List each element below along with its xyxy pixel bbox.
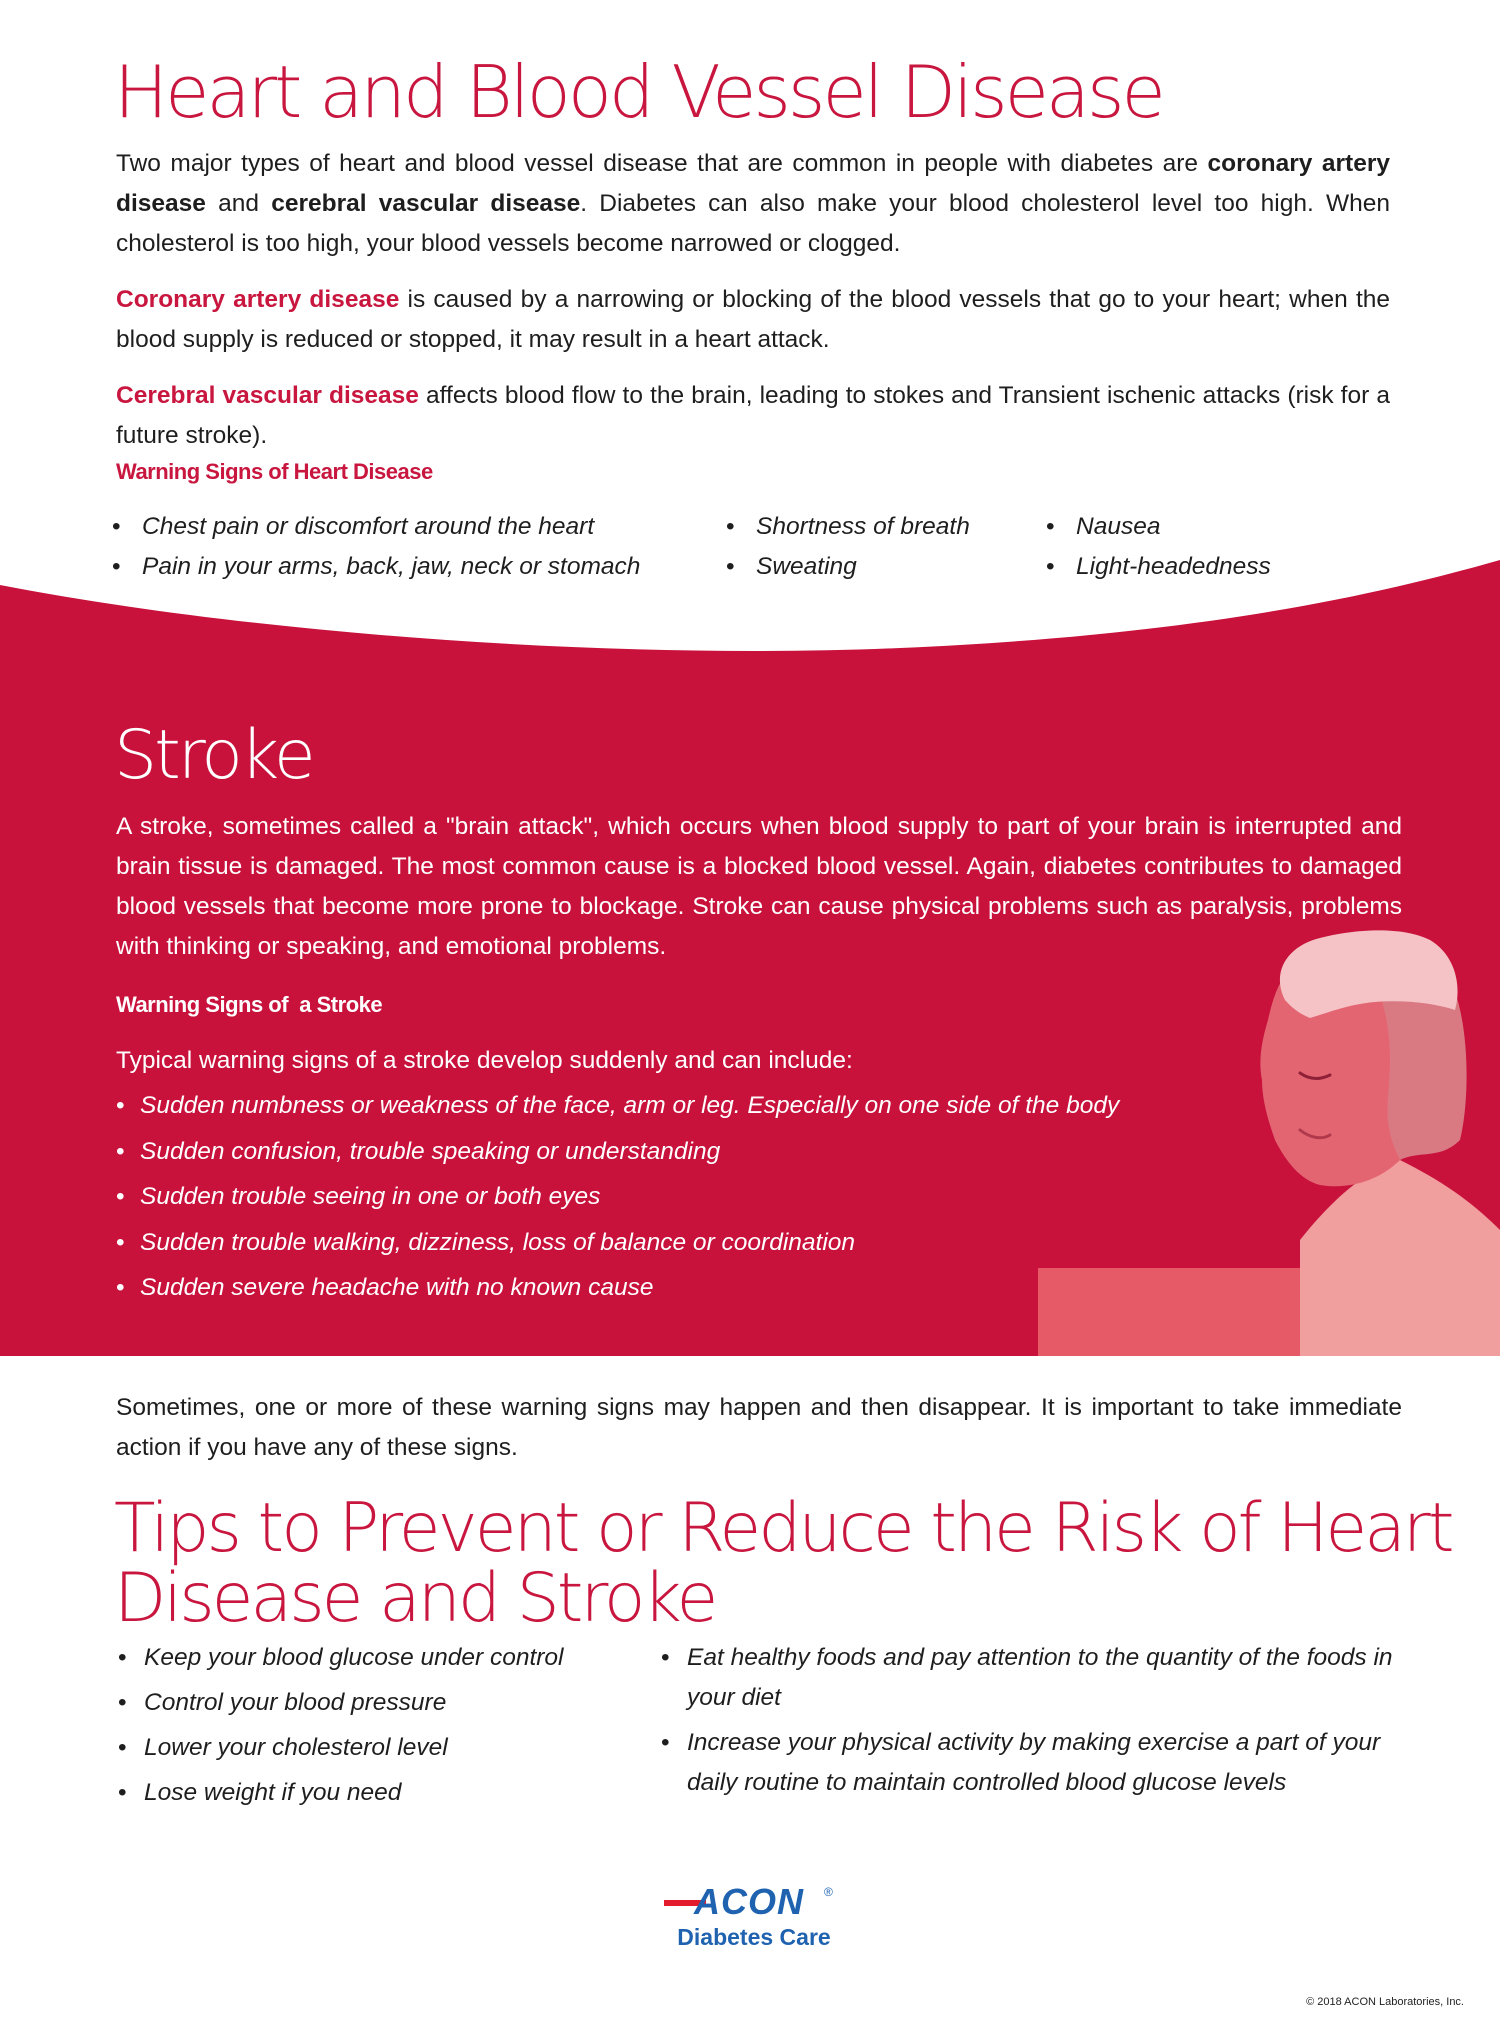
stroke-warning-title: Warning Signs of a Stroke bbox=[116, 992, 383, 1017]
list-item: • Light-headedness bbox=[1046, 547, 1271, 587]
tips-col1 bbox=[118, 1638, 638, 1818]
coronary-text: is caused by a narrowing or blocking of the blood vessels that go to your heart; when the blood supply is reduced or stopped, it may result in a heart attack. bbox=[116, 286, 1390, 353]
intro-bold-coronary: coronary artery disease bbox=[116, 150, 1390, 217]
intro-text-3: . Diabetes can also make your blood cholesterol level too high. When cholesterol is too high, your blood vessels become narrowed or clogged. bbox=[116, 190, 1390, 257]
list-item: • Chest pain or discomfort around the heart bbox=[112, 507, 640, 547]
intro-text-2: and bbox=[205, 190, 272, 217]
tips-title-line2: Disease and Stroke bbox=[114, 1559, 716, 1638]
registered-mark: ® bbox=[824, 1885, 833, 1899]
stroke-body-paragraph: A stroke, sometimes called a "brain attack", which occurs when blood supply to part of your brain is interrupted and brain tissue is damaged. The most common cause is a blocked blood vessel. Again, diabetes contributes to damaged blood vessels that become more prone to blockage. Stroke can cause physical problems such as paralysis, problems with thinking or speaking, and emotional problems. bbox=[116, 813, 1402, 960]
acon-logo bbox=[664, 1882, 844, 1951]
list-item: • Lower your cholesterol level bbox=[118, 1728, 638, 1768]
list-item: • Control your blood pressure bbox=[118, 1683, 638, 1723]
list-item: • Sweating bbox=[726, 547, 970, 587]
copyright-text: © 2018 ACON Laboratories, Inc. bbox=[1306, 1996, 1464, 2008]
list-item: • Shortness of breath bbox=[726, 507, 970, 547]
list-item: • Sudden confusion, trouble speaking or understanding bbox=[116, 1129, 1119, 1175]
list-item: • Eat healthy foods and pay attention to the quantity of the foods in your diet bbox=[661, 1638, 1401, 1718]
list-item: • Lose weight if you need bbox=[118, 1773, 638, 1813]
stroke-section-title: Stroke bbox=[114, 716, 313, 795]
list-item: • Sudden numbness or weakness of the face, arm or leg. Especially on one side of the body bbox=[116, 1083, 1119, 1129]
cerebral-paragraph bbox=[116, 376, 1390, 456]
stroke-signs-list bbox=[116, 1083, 1119, 1311]
heart-section-title: Heart and Blood Vessel Disease bbox=[114, 50, 1163, 134]
tips-col2 bbox=[661, 1638, 1401, 1808]
list-item: • Sudden severe headache with no known cause bbox=[116, 1265, 1119, 1311]
heart-warning-title: Warning Signs of Heart Disease bbox=[116, 459, 433, 484]
tips-title-line1: Tips to Prevent or Reduce the Risk of Heart bbox=[114, 1489, 1452, 1568]
coronary-paragraph bbox=[116, 280, 1390, 360]
logo-subtitle: Diabetes Care bbox=[677, 1924, 831, 1950]
acon-logo-text: ACON bbox=[694, 1882, 804, 1922]
tips-section-title bbox=[114, 1489, 1452, 1638]
intro-text-1: Two major types of heart and blood vessel disease that are common in people with diabetes are bbox=[116, 150, 1208, 177]
list-item: • Pain in your arms, back, jaw, neck or stomach bbox=[112, 547, 640, 587]
list-item: • Sudden trouble seeing in one or both eyes bbox=[116, 1174, 1119, 1220]
cerebral-text: affects blood flow to the brain, leading to stokes and Transient ischenic attacks (risk for a future stroke). bbox=[116, 382, 1390, 449]
list-item: • Keep your blood glucose under control bbox=[118, 1638, 638, 1678]
cerebral-term: Cerebral vascular disease bbox=[116, 382, 419, 409]
stroke-after-paragraph: Sometimes, one or more of these warning signs may happen and then disappear. It is important to take immediate action if you have any of these signs. bbox=[116, 1394, 1402, 1461]
list-item: • Nausea bbox=[1046, 507, 1271, 547]
stroke-signs-intro: Typical warning signs of a stroke develop suddenly and can include: bbox=[116, 1047, 853, 1074]
acon-logo-mark bbox=[664, 1882, 844, 1922]
heart-intro-paragraph bbox=[116, 144, 1390, 264]
coronary-term: Coronary artery disease bbox=[116, 286, 400, 313]
list-item: • Sudden trouble walking, dizziness, loss of balance or coordination bbox=[116, 1220, 1119, 1266]
intro-bold-cerebral: cerebral vascular disease bbox=[271, 190, 581, 217]
list-item: • Increase your physical activity by making exercise a part of your daily routine to maintain controlled blood glucose levels bbox=[661, 1723, 1401, 1803]
